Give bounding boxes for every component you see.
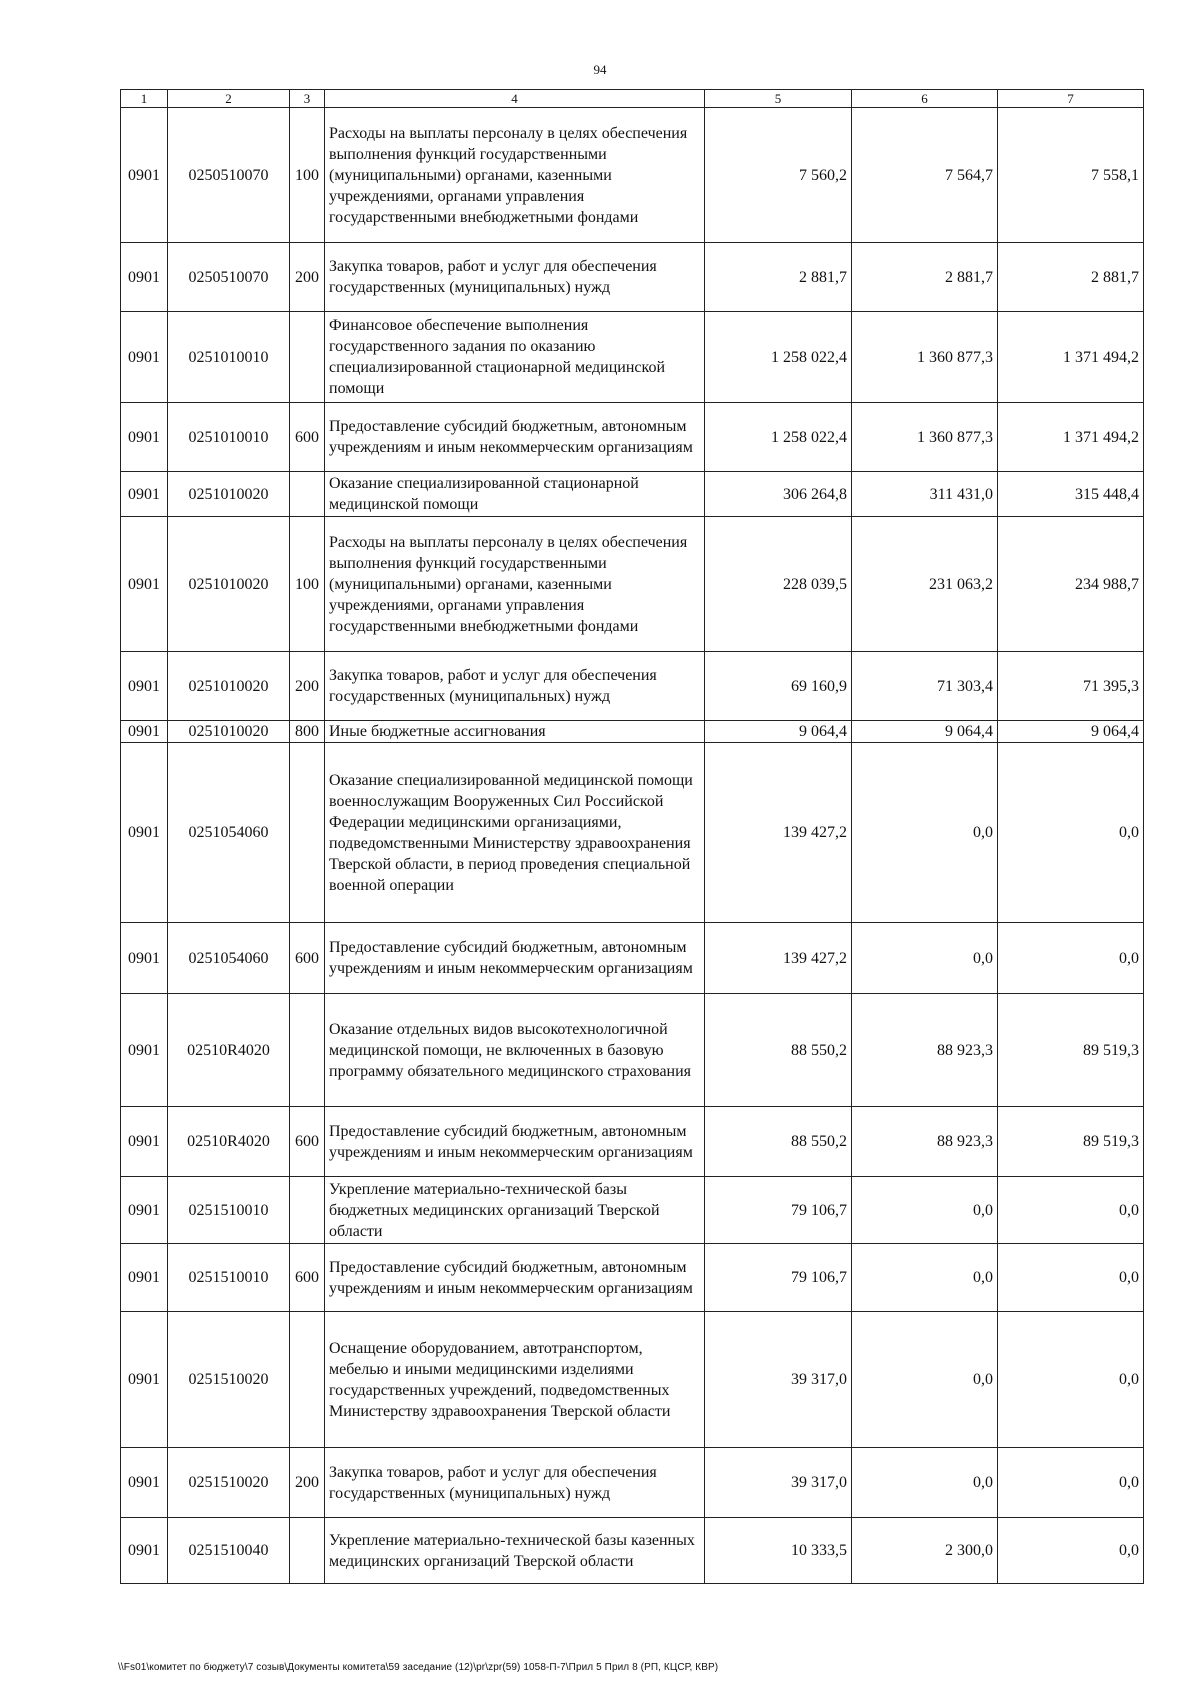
amount-col-6: 0,0 <box>852 1448 998 1518</box>
amount-col-5: 79 106,7 <box>705 1244 852 1312</box>
target-item-code: 0251510040 <box>168 1518 290 1584</box>
amount-col-7: 0,0 <box>998 1244 1144 1312</box>
target-item-code: 0251010010 <box>168 403 290 472</box>
expense-type-code <box>290 1177 325 1244</box>
target-item-code: 0251010020 <box>168 721 290 743</box>
amount-col-6: 0,0 <box>852 743 998 923</box>
amount-col-7: 0,0 <box>998 1177 1144 1244</box>
table-row <box>121 743 1144 923</box>
section-code: 0901 <box>121 1312 168 1448</box>
header-col-6: 6 <box>852 90 998 108</box>
expense-type-code: 800 <box>290 721 325 743</box>
expense-type-code <box>290 743 325 923</box>
amount-col-5: 39 317,0 <box>705 1312 852 1448</box>
header-col-1: 1 <box>121 90 168 108</box>
amount-col-6: 0,0 <box>852 1312 998 1448</box>
amount-col-7: 9 064,4 <box>998 721 1144 743</box>
expense-type-code: 200 <box>290 652 325 721</box>
row-description: Укрепление материально-технической базы казенных медицинских организаций Тверской области <box>325 1518 705 1584</box>
target-item-code: 0251054060 <box>168 923 290 994</box>
section-code: 0901 <box>121 1107 168 1177</box>
table-row <box>121 923 1144 994</box>
table-row <box>121 1448 1144 1518</box>
section-code: 0901 <box>121 1244 168 1312</box>
amount-col-7: 234 988,7 <box>998 517 1144 652</box>
target-item-code: 0251010020 <box>168 652 290 721</box>
amount-col-6: 311 431,0 <box>852 472 998 517</box>
amount-col-7: 0,0 <box>998 923 1144 994</box>
expense-type-code <box>290 312 325 403</box>
table-row <box>121 517 1144 652</box>
amount-col-6: 0,0 <box>852 1177 998 1244</box>
section-code: 0901 <box>121 743 168 923</box>
row-description: Предоставление субсидий бюджетным, автономным учреждениям и иным некоммерческим организациям <box>325 1244 705 1312</box>
header-col-2: 2 <box>168 90 290 108</box>
amount-col-6: 231 063,2 <box>852 517 998 652</box>
amount-col-7: 0,0 <box>998 1312 1144 1448</box>
section-code: 0901 <box>121 312 168 403</box>
section-code: 0901 <box>121 721 168 743</box>
section-code: 0901 <box>121 403 168 472</box>
table-row <box>121 108 1144 243</box>
target-item-code: 0250510070 <box>168 243 290 312</box>
amount-col-7: 1 371 494,2 <box>998 312 1144 403</box>
target-item-code: 0251010020 <box>168 517 290 652</box>
amount-col-6: 88 923,3 <box>852 1107 998 1177</box>
expense-type-code: 200 <box>290 243 325 312</box>
column-number-header <box>121 90 1144 108</box>
amount-col-5: 1 258 022,4 <box>705 312 852 403</box>
table-row <box>121 1312 1144 1448</box>
amount-col-5: 88 550,2 <box>705 994 852 1107</box>
section-code: 0901 <box>121 517 168 652</box>
section-code: 0901 <box>121 923 168 994</box>
table-row <box>121 1107 1144 1177</box>
section-code: 0901 <box>121 1518 168 1584</box>
target-item-code: 0251510010 <box>168 1244 290 1312</box>
expense-type-code <box>290 1518 325 1584</box>
amount-col-5: 10 333,5 <box>705 1518 852 1584</box>
expense-type-code: 600 <box>290 403 325 472</box>
amount-col-5: 39 317,0 <box>705 1448 852 1518</box>
amount-col-6: 1 360 877,3 <box>852 312 998 403</box>
amount-col-7: 89 519,3 <box>998 1107 1144 1177</box>
section-code: 0901 <box>121 1448 168 1518</box>
row-description: Предоставление субсидий бюджетным, автономным учреждениям и иным некоммерческим организациям <box>325 923 705 994</box>
expense-type-code: 600 <box>290 923 325 994</box>
table-row <box>121 472 1144 517</box>
amount-col-5: 7 560,2 <box>705 108 852 243</box>
expense-type-code <box>290 472 325 517</box>
expense-type-code: 200 <box>290 1448 325 1518</box>
section-code: 0901 <box>121 1177 168 1244</box>
expense-type-code <box>290 994 325 1107</box>
row-description: Закупка товаров, работ и услуг для обеспечения государственных (муниципальных) нужд <box>325 1448 705 1518</box>
amount-col-7: 2 881,7 <box>998 243 1144 312</box>
target-item-code: 0251010010 <box>168 312 290 403</box>
section-code: 0901 <box>121 108 168 243</box>
row-description: Расходы на выплаты персоналу в целях обеспечения выполнения функций государственными (муниципальными) органами, казенными учреждениями, органами управления государственными внебюджетными фондами <box>325 108 705 243</box>
expense-type-code <box>290 1312 325 1448</box>
row-description: Закупка товаров, работ и услуг для обеспечения государственных (муниципальных) нужд <box>325 652 705 721</box>
amount-col-6: 0,0 <box>852 1244 998 1312</box>
table-row <box>121 1177 1144 1244</box>
amount-col-7: 71 395,3 <box>998 652 1144 721</box>
row-description: Оказание отдельных видов высокотехнологичной медицинской помощи, не включенных в базовую программу обязательного медицинского страхования <box>325 994 705 1107</box>
target-item-code: 0251510010 <box>168 1177 290 1244</box>
expense-type-code: 600 <box>290 1244 325 1312</box>
expense-type-code: 100 <box>290 517 325 652</box>
amount-col-7: 0,0 <box>998 743 1144 923</box>
amount-col-5: 69 160,9 <box>705 652 852 721</box>
section-code: 0901 <box>121 994 168 1107</box>
row-description: Финансовое обеспечение выполнения государственного задания по оказанию специализированной стационарной медицинской помощи <box>325 312 705 403</box>
section-code: 0901 <box>121 243 168 312</box>
target-item-code: 02510R4020 <box>168 994 290 1107</box>
row-description: Расходы на выплаты персоналу в целях обеспечения выполнения функций государственными (муниципальными) органами, казенными учреждениями, органами управления государственными внебюджетными фондами <box>325 517 705 652</box>
amount-col-6: 2 881,7 <box>852 243 998 312</box>
header-col-5: 5 <box>705 90 852 108</box>
header-col-7: 7 <box>998 90 1144 108</box>
row-description: Оказание специализированной медицинской помощи военнослужащим Вооруженных Сил Российской Федерации медицинскими организациями, подведомственными Министерству здравоохранения Тверской области, в период проведения специальной военной операции <box>325 743 705 923</box>
amount-col-5: 139 427,2 <box>705 743 852 923</box>
amount-col-7: 89 519,3 <box>998 994 1144 1107</box>
amount-col-5: 1 258 022,4 <box>705 403 852 472</box>
table-row <box>121 994 1144 1107</box>
page-number: 94 <box>593 62 607 77</box>
table-row <box>121 721 1144 743</box>
target-item-code: 0251054060 <box>168 743 290 923</box>
amount-col-5: 79 106,7 <box>705 1177 852 1244</box>
amount-col-7: 0,0 <box>998 1448 1144 1518</box>
table-row <box>121 652 1144 721</box>
row-description: Оснащение оборудованием, автотранспортом, мебелью и иными медицинскими изделиями государственных учреждений, подведомственных Министерству здравоохранения Тверской области <box>325 1312 705 1448</box>
amount-col-5: 228 039,5 <box>705 517 852 652</box>
amount-col-6: 0,0 <box>852 923 998 994</box>
target-item-code: 0250510070 <box>168 108 290 243</box>
amount-col-6: 1 360 877,3 <box>852 403 998 472</box>
amount-col-7: 1 371 494,2 <box>998 403 1144 472</box>
header-col-4: 4 <box>325 90 705 108</box>
row-description: Укрепление материально-технической базы бюджетных медицинских организаций Тверской области <box>325 1177 705 1244</box>
row-description: Оказание специализированной стационарной медицинской помощи <box>325 472 705 517</box>
section-code: 0901 <box>121 472 168 517</box>
target-item-code: 0251510020 <box>168 1448 290 1518</box>
expense-type-code: 600 <box>290 1107 325 1177</box>
amount-col-6: 2 300,0 <box>852 1518 998 1584</box>
amount-col-6: 9 064,4 <box>852 721 998 743</box>
amount-col-6: 7 564,7 <box>852 108 998 243</box>
amount-col-5: 88 550,2 <box>705 1107 852 1177</box>
amount-col-6: 71 303,4 <box>852 652 998 721</box>
target-item-code: 0251510020 <box>168 1312 290 1448</box>
row-description: Закупка товаров, работ и услуг для обеспечения государственных (муниципальных) нужд <box>325 243 705 312</box>
amount-col-6: 88 923,3 <box>852 994 998 1107</box>
row-description: Иные бюджетные ассигнования <box>325 721 705 743</box>
amount-col-5: 139 427,2 <box>705 923 852 994</box>
table-row <box>121 403 1144 472</box>
amount-col-5: 306 264,8 <box>705 472 852 517</box>
table-row <box>121 312 1144 403</box>
amount-col-7: 315 448,4 <box>998 472 1144 517</box>
amount-col-7: 7 558,1 <box>998 108 1144 243</box>
target-item-code: 02510R4020 <box>168 1107 290 1177</box>
section-code: 0901 <box>121 652 168 721</box>
target-item-code: 0251010020 <box>168 472 290 517</box>
budget-table <box>120 89 1144 1584</box>
table-row <box>121 1518 1144 1584</box>
row-description: Предоставление субсидий бюджетным, автономным учреждениям и иным некоммерческим организациям <box>325 403 705 472</box>
table-row <box>121 243 1144 312</box>
row-description: Предоставление субсидий бюджетным, автономным учреждениям и иным некоммерческим организациям <box>325 1107 705 1177</box>
footer-file-path: \\Fs01\комитет по бюджету\7 созыв\Документы комитета\59 заседание (12)\pr\zpr(59) 1058-П-7\Прил 5 Прил 8 (РП, КЦСР, КВР) <box>118 1662 719 1673</box>
table-row <box>121 1244 1144 1312</box>
header-col-3: 3 <box>290 90 325 108</box>
amount-col-5: 9 064,4 <box>705 721 852 743</box>
amount-col-5: 2 881,7 <box>705 243 852 312</box>
expense-type-code: 100 <box>290 108 325 243</box>
amount-col-7: 0,0 <box>998 1518 1144 1584</box>
